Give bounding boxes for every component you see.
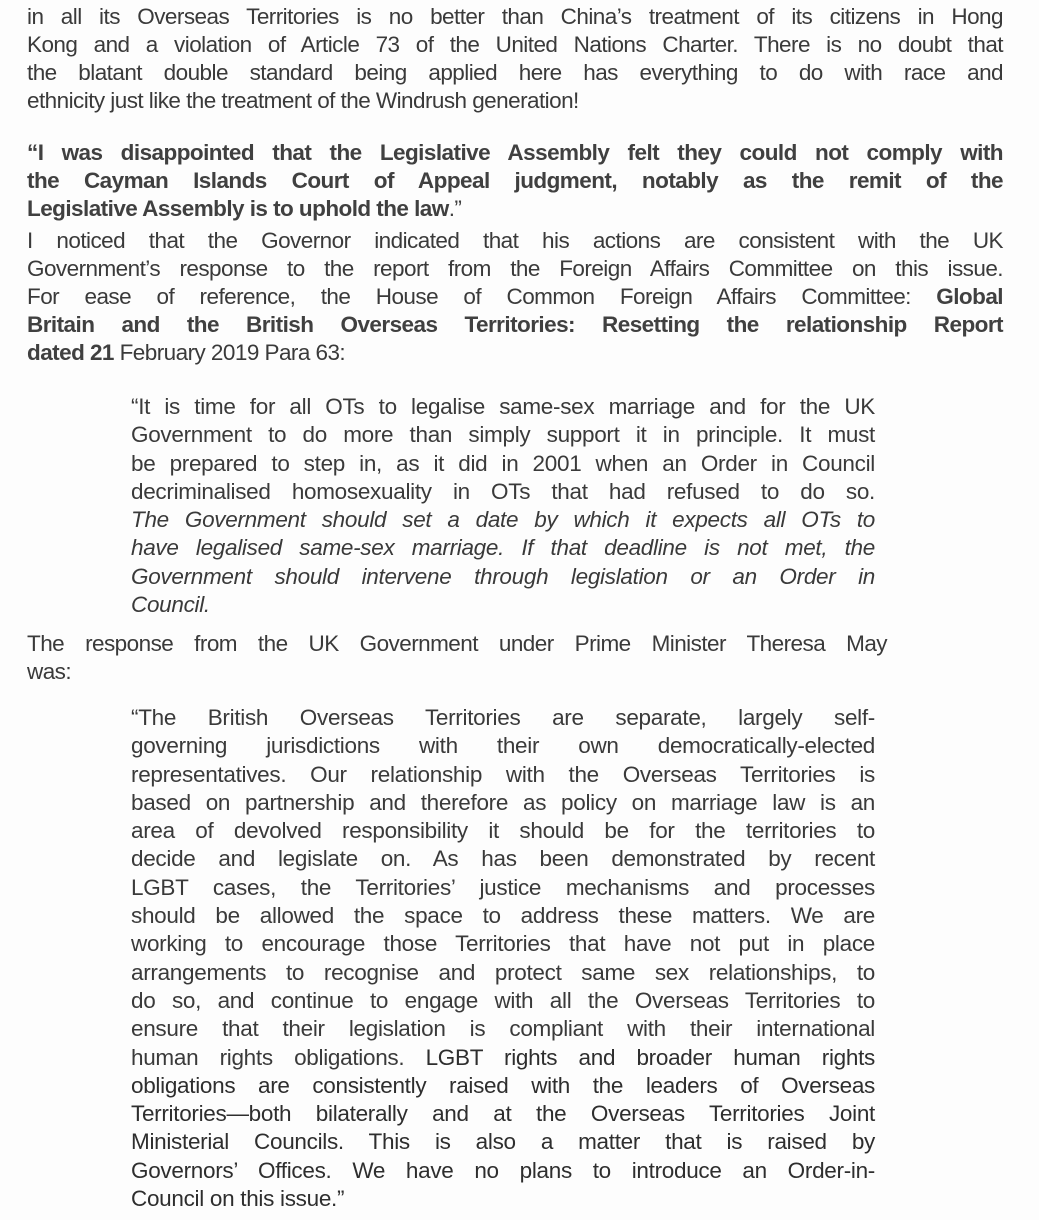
paragraph-uk-response xyxy=(27,630,887,686)
text-line: should be allowed the space to address these matters. We are xyxy=(131,903,875,929)
text-line: governing jurisdictions with their own democratically-elected xyxy=(131,733,875,759)
text-line: be prepared to step in, as it did in 2001 when an Order in Council xyxy=(131,450,875,476)
text-line: arrangements to recognise and protect same sex relationships, to xyxy=(131,959,875,985)
bold-text: Legislative Assembly is to uphold the law xyxy=(27,196,449,221)
text-line: was: xyxy=(27,659,72,684)
text-line: “I was disappointed that the Legislative Assembly felt they could not comply with xyxy=(27,140,1003,165)
text-line: Territories—both bilaterally and at the Overseas Territories Joint xyxy=(131,1101,875,1127)
paragraph-governor-actions xyxy=(27,227,1003,367)
text-line xyxy=(27,339,1003,367)
text-line: working to encourage those Territories that have not put in place xyxy=(131,931,875,957)
text-line: in all its Overseas Territories is no better than China’s treatment of its citizens in Hong xyxy=(27,4,1003,29)
text-line: decriminalised homosexuality in OTs that had refused to do so. xyxy=(131,478,875,504)
text-line: I noticed that the Governor indicated that his actions are consistent with the UK xyxy=(27,228,1003,253)
text-line: Council on this issue.” xyxy=(131,1186,345,1212)
text-line: the Cayman Islands Court of Appeal judgment, notably as the remit of the xyxy=(27,168,1003,193)
text-line: The response from the UK Government under Prime Minister Theresa May xyxy=(27,631,887,656)
italic-text-line: have legalised same-sex marriage. If that deadline is not met, the xyxy=(131,535,875,561)
text-segment-dark: LGBT rights and broader human rights xyxy=(425,1044,875,1070)
text-line: ethnicity just like the treatment of the Windrush generation! xyxy=(27,88,579,113)
report-title: Britain and the British Overseas Territories: Resetting the relationship Report xyxy=(27,312,1003,337)
report-date-prefix: dated 21 xyxy=(27,340,114,365)
text-segment: For ease of reference, the House of Common Foreign Affairs Committee: xyxy=(27,284,937,309)
text-line: Kong and a violation of Article 73 of the United Nations Charter. There is no doubt that xyxy=(27,32,1003,57)
text-line: based on partnership and therefore as policy on marriage law is an xyxy=(131,789,875,815)
text-line: ensure that their legislation is compliant with their international xyxy=(131,1016,875,1042)
committee-quote xyxy=(131,393,875,619)
text-line: obligations are consistently raised with the leaders of Overseas xyxy=(131,1072,875,1098)
text-line: decide and legislate on. As has been demonstrated by recent xyxy=(131,846,875,872)
text-line: representatives. Our relationship with the Overseas Territories is xyxy=(131,761,875,787)
government-quote xyxy=(131,704,875,1213)
report-date: February 2019 Para 63: xyxy=(113,340,346,365)
text-line: Government to do more than simply support it in principle. It must xyxy=(131,422,875,448)
text-line xyxy=(27,283,1003,311)
text-line: do so, and continue to engage with all the Overseas Territories to xyxy=(131,987,875,1013)
text-segment: human rights obligations. xyxy=(131,1044,426,1070)
paragraph-overseas-territories xyxy=(27,3,1003,115)
report-title-start: Global xyxy=(936,284,1003,309)
text-line: “The British Overseas Territories are separate, largely self- xyxy=(131,705,875,730)
italic-text-line: Council. xyxy=(131,592,210,618)
closing-quote: .” xyxy=(448,196,462,221)
text-line xyxy=(27,195,1003,223)
text-line xyxy=(131,1044,875,1072)
italic-text-line: The Government should set a date by which it expects all OTs to xyxy=(131,507,875,533)
text-line: “It is time for all OTs to legalise same-sex marriage and for the UK xyxy=(131,394,875,419)
text-line: LGBT cases, the Territories’ justice mechanisms and processes xyxy=(131,874,875,900)
italic-text-line: Government should intervene through legislation or an Order in xyxy=(131,563,875,589)
governor-quote xyxy=(27,139,1003,223)
text-line: Government’s response to the report from the Foreign Affairs Committee on this issue. xyxy=(27,256,1003,281)
text-line: area of devolved responsibility it should be for the territories to xyxy=(131,818,875,844)
text-line: Governors’ Offices. We have no plans to introduce an Order-in- xyxy=(131,1157,875,1183)
text-line: Ministerial Councils. This is also a matter that is raised by xyxy=(131,1129,875,1155)
text-line: the blatant double standard being applied here has everything to do with race and xyxy=(27,60,1003,85)
